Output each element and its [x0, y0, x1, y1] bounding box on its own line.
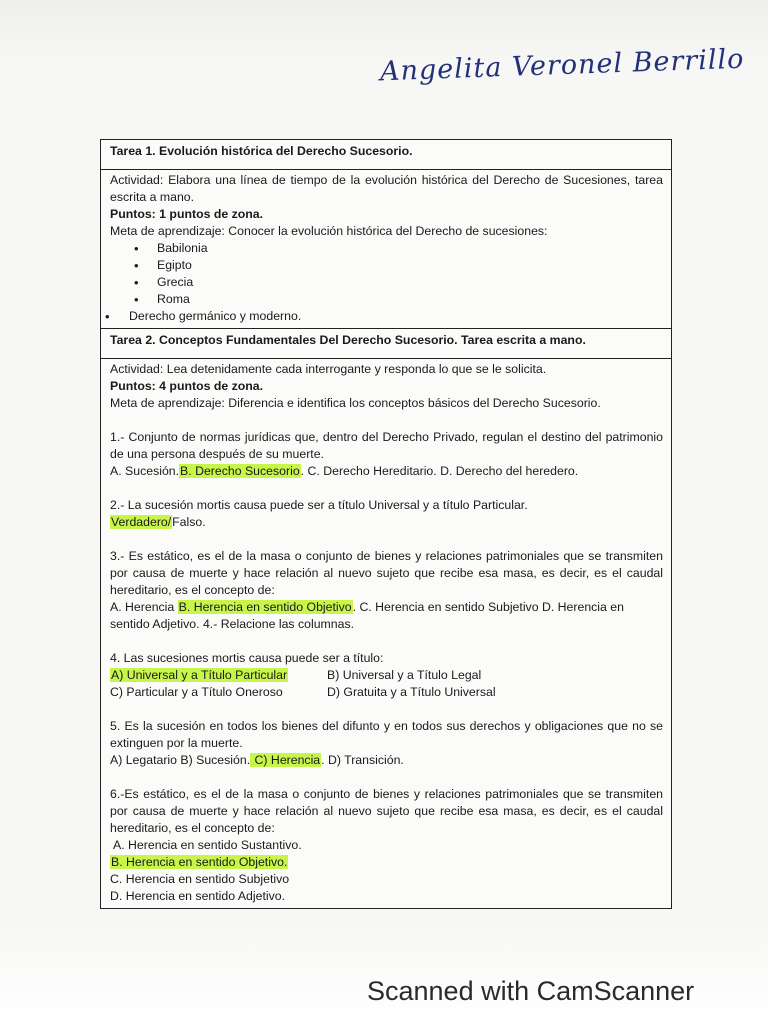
handwritten-signature: Angelita Veronel Berrillo — [379, 43, 745, 88]
option-b: B) Universal y a Título Legal — [327, 668, 482, 682]
task1-goal: Meta de aprendizaje: Conocer la evolución histórica del Derecho de sucesiones: — [110, 224, 548, 238]
highlighted-answer: A) Universal y a Título Particular — [111, 668, 288, 682]
camscanner-watermark: Scanned with CamScanner — [367, 976, 695, 1006]
question-5: 5. Es la sucesión en todos los bienes del difunto y en todos sus derechos y obligaciones que no se extinguen por la muerte. — [110, 719, 663, 750]
task1-item-egipto: • Egipto — [110, 257, 663, 274]
task2-points: Puntos: 4 puntos de zona. — [110, 379, 264, 393]
question-4-options-row2 — [110, 684, 663, 701]
task1-item-germanico: • Derecho germánico y moderno. — [105, 308, 663, 325]
question-4: 4. Las sucesiones mortis causa puede ser a título: — [110, 651, 384, 665]
task1-activity: Actividad: Elabora una línea de tiempo de la evolución histórica del Derecho de Sucesiones, tarea escrita a mano. — [110, 173, 663, 204]
question-4-options-row1 — [110, 667, 663, 684]
option-d: D) Gratuita y a Título Universal — [327, 685, 496, 699]
task1-header — [101, 140, 671, 170]
question-6-option-c: C. Herencia en sentido Subjetivo — [110, 872, 290, 886]
task2-header — [101, 329, 671, 359]
question-2-options: Verdadero/Falso. — [111, 515, 206, 529]
question-6: 6.-Es estático, es el de la masa o conjunto de bienes y relaciones patrimoniales que se transmiten por causa de muerte y hace relación al nuevo sujeto que recibe esa masa, es decir, es el caudal hereditario, es el concepto de: — [110, 787, 663, 835]
question-6-option-d: D. Herencia en sentido Adjetivo. — [110, 889, 285, 903]
task2-body — [101, 359, 671, 908]
task2-activity: Actividad: Lea detenidamente cada interrogante y responda lo que se le solicita. — [110, 362, 547, 376]
option-c: C) Particular y a Título Oneroso — [110, 685, 283, 699]
highlighted-answer: B. Herencia en sentido Objetivo — [178, 600, 352, 614]
highlighted-answer: Verdadero/ — [111, 515, 172, 529]
task1-item-babilonia: • Babilonia — [110, 240, 663, 257]
task1-body — [101, 170, 671, 329]
task1-points: Puntos: 1 puntos de zona. — [110, 207, 264, 221]
task2-goal: Meta de aprendizaje: Diferencia e identifica los conceptos básicos del Derecho Sucesorio. — [110, 396, 601, 410]
question-3-options: A. Herencia B. Herencia en sentido Objetivo. C. Herencia en sentido Subjetivo D. Herencia en sentido Adjetivo. 4.- Relacione las columnas. — [110, 600, 624, 631]
assignment-table — [100, 139, 672, 909]
highlighted-answer: B. Herencia en sentido Objetivo. — [111, 855, 288, 869]
task1-title: Tarea 1. Evolución histórica del Derecho Sucesorio. — [110, 144, 413, 158]
question-1-options: A. Sucesión.B. Derecho Sucesorio. C. Derecho Hereditario. D. Derecho del heredero. — [110, 464, 579, 478]
question-1: 1.- Conjunto de normas jurídicas que, dentro del Derecho Privado, regulan el destino del patrimonio de una persona después de su muerte. — [110, 430, 663, 461]
question-5-options: A) Legatario B) Sucesión. C) Herencia. D) Transición. — [110, 753, 404, 767]
question-6-option-a: A. Herencia en sentido Sustantivo. — [113, 838, 302, 852]
question-2: 2.- La sucesión mortis causa puede ser a título Universal y a título Particular. — [110, 498, 528, 512]
highlighted-answer: C) Herencia — [251, 753, 321, 767]
question-3: 3.- Es estático, es el de la masa o conjunto de bienes y relaciones patrimoniales que se transmiten por causa de muerte y hace relación al nuevo sujeto que recibe esa masa, es decir, es el caudal hereditario, es el concepto de: — [110, 549, 663, 597]
task1-item-grecia: • Grecia — [110, 274, 663, 291]
task1-item-roma: • Roma — [110, 291, 663, 308]
task2-title: Tarea 2. Conceptos Fundamentales Del Derecho Sucesorio. Tarea escrita a mano. — [110, 333, 586, 347]
highlighted-answer: B. Derecho Sucesorio — [180, 464, 300, 478]
